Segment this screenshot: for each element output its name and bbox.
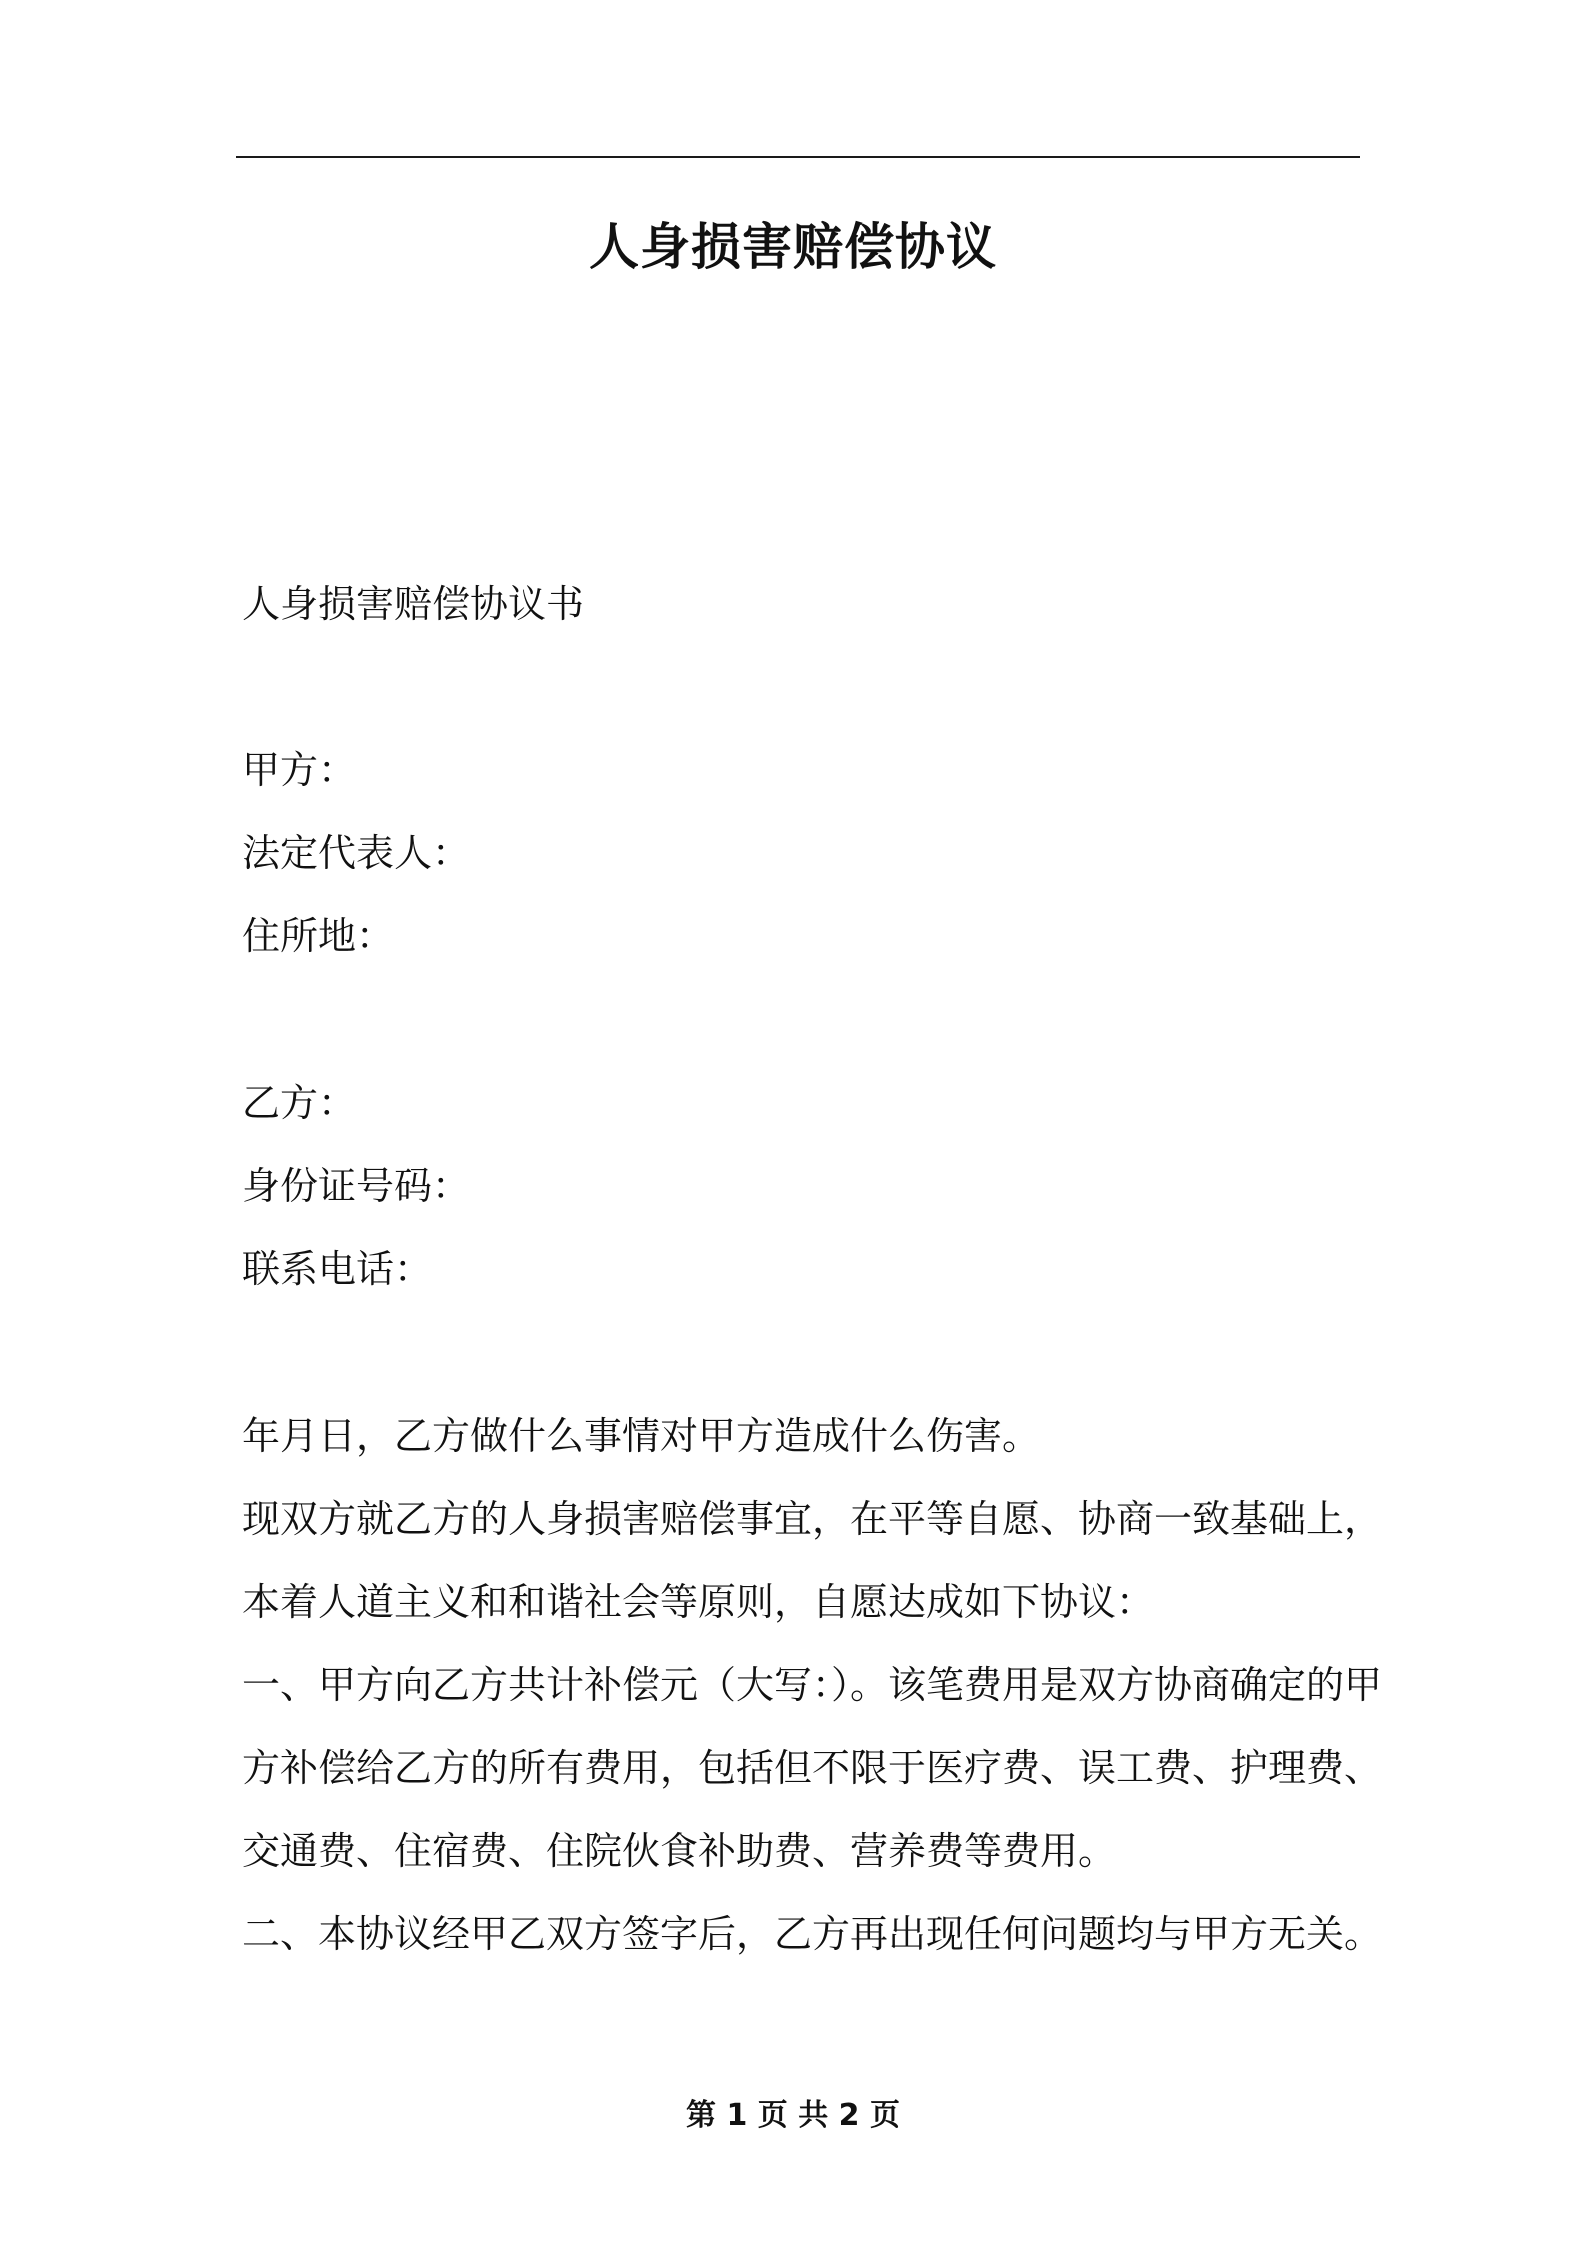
party-b-id-number-label: 身份证号码： (242, 1164, 471, 1208)
clause-one-line: 方补偿给乙方的所有费用，包括但不限于医疗费、误工费、护理费、 (242, 1746, 1383, 1790)
party-a-address-label: 住所地： (242, 914, 395, 958)
body-line: 现双方就乙方的人身损害赔偿事宜，在平等自愿、协商一致基础上， (242, 1497, 1383, 1541)
clause-one-line: 交通费、住宿费、住院伙食补助费、营养费等费用。 (242, 1829, 1117, 1873)
clause-one-line: 一、甲方向乙方共计补偿元（大写：）。该笔费用是双方协商确定的甲 (242, 1663, 1383, 1707)
document-title: 人身损害赔偿协议 (589, 218, 997, 276)
clause-two-line: 二、本协议经甲乙双方签字后，乙方再出现任何问题均与甲方无关。 (242, 1912, 1383, 1956)
party-a-legal-rep-label: 法定代表人： (242, 831, 471, 875)
party-b-label: 乙方： (242, 1081, 357, 1125)
party-a-label: 甲方： (242, 748, 357, 792)
body-line: 本着人道主义和和谐社会等原则，自愿达成如下协议： (242, 1580, 1155, 1624)
document-subtitle: 人身损害赔偿协议书 (242, 582, 585, 626)
header-divider (236, 156, 1360, 158)
page-number-footer: 第 1 页 共 2 页 (686, 2098, 900, 2133)
body-line: 年月日，乙方做什么事情对甲方造成什么伤害。 (242, 1414, 1041, 1458)
party-b-phone-label: 联系电话： (242, 1247, 433, 1291)
